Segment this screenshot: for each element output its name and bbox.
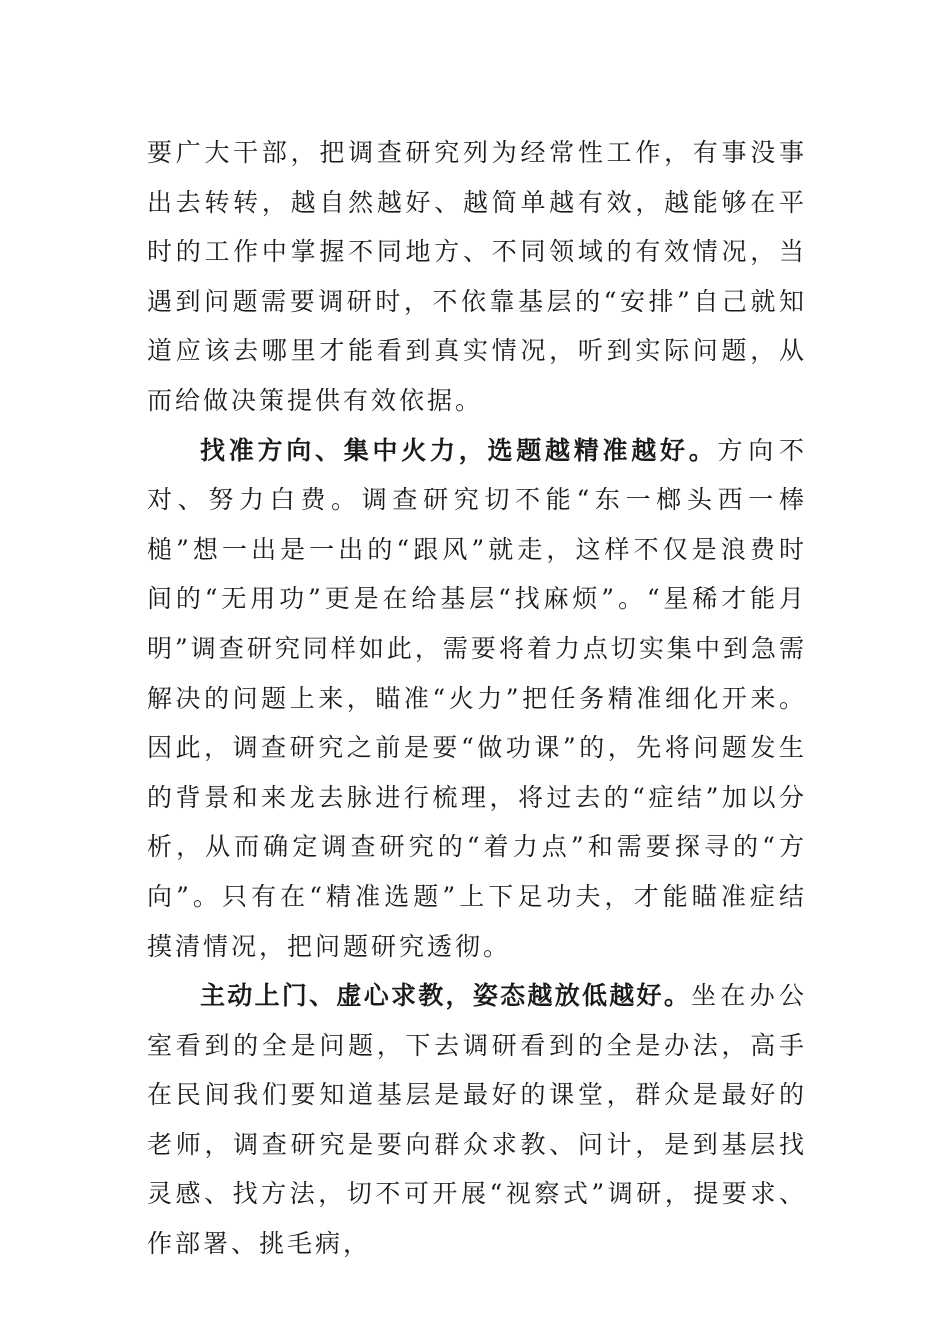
paragraph-2-heading: 找准方向、集中火力，选题越精准越好。 xyxy=(200,435,718,465)
paragraph-3 xyxy=(147,971,807,1269)
paragraph-1 xyxy=(147,128,807,426)
document-body xyxy=(147,128,807,1269)
paragraph-3-text: 坐在办公室看到的全是问题，下去调研看到的全是办法，高手在民间我们要知道基层是最好的课堂，群众是最好的老师，调查研究是要向群众求教、问计，是到基层找灵感、找方法，切不可开展“视察式”调研，提要求、作部署、挑毛病， xyxy=(147,981,807,1259)
paragraph-3-heading: 主动上门、虚心求教，姿态越放低越好。 xyxy=(200,981,692,1011)
paragraph-2 xyxy=(147,426,807,972)
paragraph-2-text: 方向不对、努力白费。调查研究切不能“东一榔头西一棒槌”想一出是一出的“跟风”就走，这样不仅是浪费时间的“无用功”更是在给基层“找麻烦”。“星稀才能月明”调查研究同样如此，需要将着力点切实集中到急需解决的问题上来，瞄准“火力”把任务精准细化开来。因此，调查研究之前是要“做功课”的，先将问题发生的背景和来龙去脉进行梳理，将过去的“症结”加以分析，从而确定调查研究的“着力点”和需要探寻的“方向”。只有在“精准选题”上下足功夫，才能瞄准症结摸清情况，把问题研究透彻。 xyxy=(147,435,807,961)
paragraph-1-text: 要广大干部，把调查研究列为经常性工作，有事没事出去转转，越自然越好、越简单越有效，越能够在平时的工作中掌握不同地方、不同领域的有效情况，当遇到问题需要调研时，不依靠基层的“安排”自己就知道应该去哪里才能看到真实情况，听到实际问题，从而给做决策提供有效依据。 xyxy=(147,138,807,415)
